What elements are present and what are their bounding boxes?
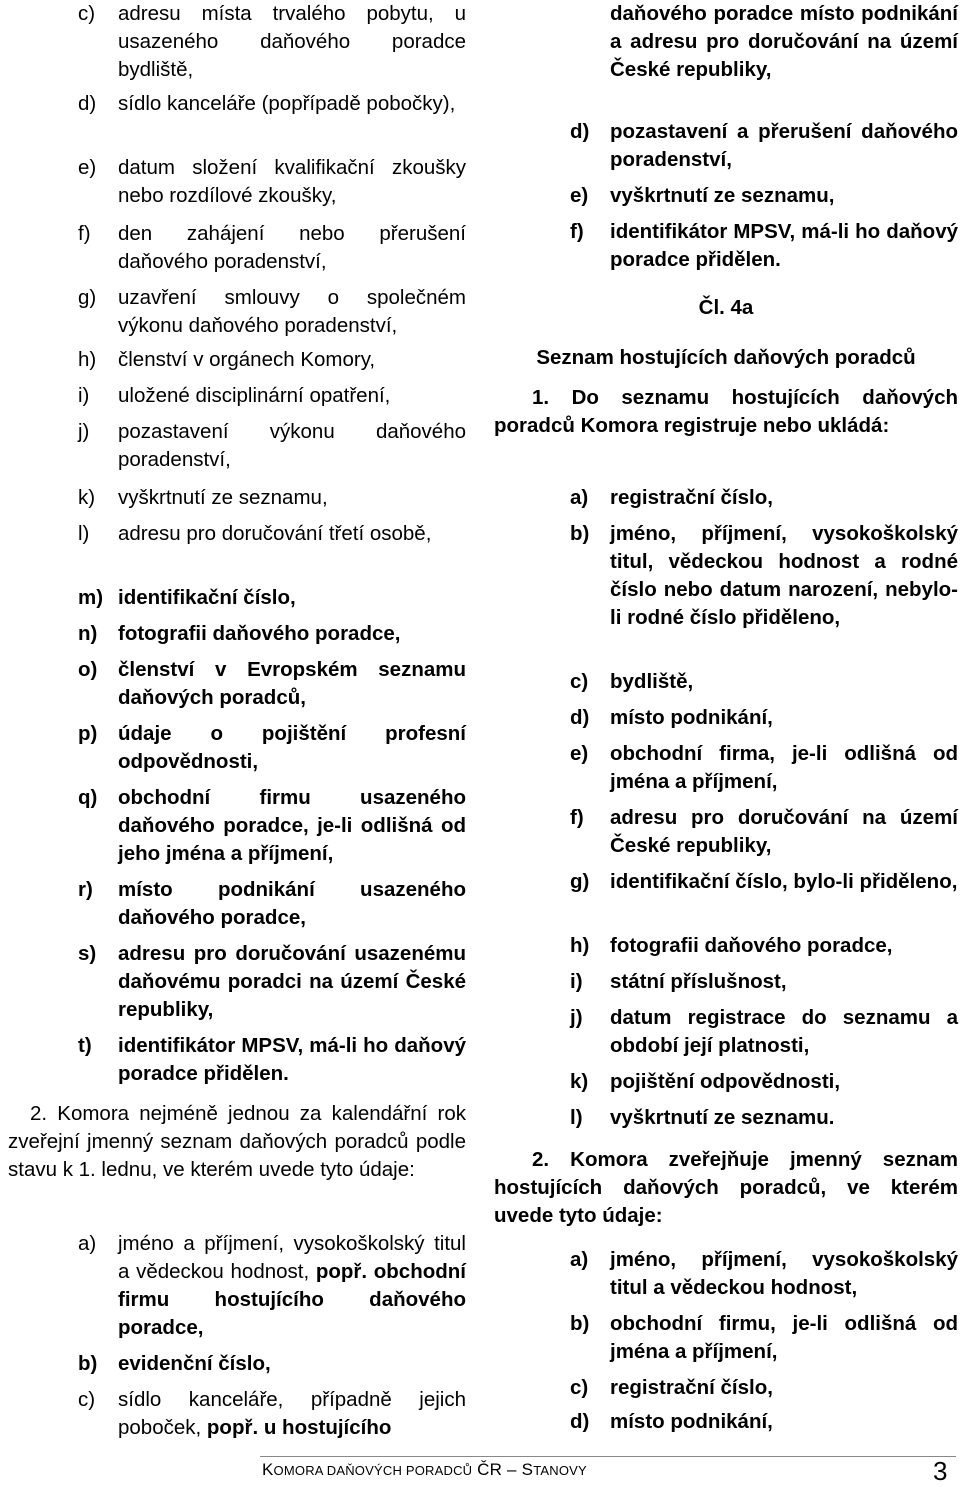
list-item: a) registrační číslo, — [570, 486, 773, 509]
list-item: d) místo podnikání, — [570, 1410, 773, 1433]
list-item: l) vyškrtnutí ze seznamu. — [570, 1106, 835, 1129]
footer-title: KOMORA DAŇOVÝCH PORADCŮ ČR – STANOVY — [262, 1460, 587, 1479]
list-item: h) členství v orgánech Komory, — [78, 348, 376, 371]
list-item: p) údaje o pojištění profesní odpovědnosti, — [78, 722, 466, 773]
page-number: 3 — [933, 1456, 948, 1486]
list-item: h) fotografii daňového poradce, — [570, 934, 893, 957]
page-footer — [0, 1456, 960, 1486]
list-item: q) obchodní firmu usazeného daňového poradce, je-li odlišná od jeho jména a příjmení, — [78, 786, 466, 865]
list-item: o) členství v Evropském seznamu daňových poradců, — [78, 658, 466, 709]
list-item: g) identifikační číslo, bylo-li přiděleno, — [570, 870, 958, 893]
list-item: e) vyškrtnutí ze seznamu, — [570, 184, 835, 207]
article-number: Čl. 4a — [698, 296, 754, 319]
list-item: c) adresu místa trvalého pobytu, u usazeného daňového poradce bydliště, — [78, 2, 466, 81]
footer-divider — [260, 1456, 956, 1457]
list-item: a) jméno, příjmení, vysokoškolský titul a vědeckou hodnost, — [570, 1248, 958, 1299]
list-item: c) bydliště, — [570, 670, 694, 693]
list-item: j) datum registrace do seznamu a období její platnosti, — [570, 1006, 958, 1057]
list-item: b) evidenční číslo, — [78, 1352, 271, 1375]
list-item: m) identifikační číslo, — [78, 586, 296, 609]
list-item: a) jméno a příjmení, vysokoškolský titul a vědeckou hodnost, popř. obchodní firmu hostujícího daňového poradce, — [78, 1232, 466, 1339]
list-item: d) pozastavení a přerušení daňového poradenství, — [570, 120, 958, 171]
list-item: b) jméno, příjmení, vysokoškolský titul, vědeckou hodnost a rodné číslo nebo datum narození, nebylo-li rodné číslo přiděleno, — [570, 522, 958, 629]
list-item: g) uzavření smlouvy o společném výkonu daňového poradenství, — [78, 286, 466, 337]
list-item: l) adresu pro doručování třetí osobě, — [78, 522, 432, 545]
list-item: n) fotografii daňového poradce, — [78, 622, 401, 645]
list-item: j) pozastavení výkonu daňového poradenství, — [78, 420, 466, 471]
list-item: r) místo podnikání usazeného daňového poradce, — [78, 878, 466, 929]
list-item: b) obchodní firmu, je-li odlišná od jména a příjmení, — [570, 1312, 958, 1363]
paragraph-2: 2. Komora zveřejňuje jmenný seznam hostujících daňových poradců, ve kterém uvede tyto údaje: — [494, 1148, 958, 1227]
continued-text: daňového poradce místo podnikání a adresu pro doručování na území České republiky, — [610, 2, 958, 81]
list-item: d) sídlo kanceláře (popřípadě pobočky), — [78, 92, 456, 115]
section-heading: Seznam hostujících daňových poradců — [536, 346, 916, 369]
list-item: e) obchodní firma, je-li odlišná od jména a příjmení, — [570, 742, 958, 793]
list-item: c) registrační číslo, — [570, 1376, 773, 1399]
list-item: i) státní příslušnost, — [570, 970, 787, 993]
list-item: k) vyškrtnutí ze seznamu, — [78, 486, 328, 509]
list-item: i) uložené disciplinární opatření, — [78, 384, 391, 407]
list-item: t) identifikátor MPSV, má-li ho daňový poradce přidělen. — [78, 1034, 466, 1085]
list-item: f) identifikátor MPSV, má-li ho daňový poradce přidělen. — [570, 220, 958, 271]
list-item: e) datum složení kvalifikační zkoušky nebo rozdílové zkoušky, — [78, 156, 466, 207]
list-item: s) adresu pro doručování usazenému daňovému poradci na území České republiky, — [78, 942, 466, 1021]
list-item: c) sídlo kanceláře, případně jejich poboček, popř. u hostujícího — [78, 1388, 466, 1439]
list-item: f) den zahájení nebo přerušení daňového poradenství, — [78, 222, 466, 273]
list-item: f) adresu pro doručování na území České republiky, — [570, 806, 958, 857]
paragraph-1: 1. Do seznamu hostujících daňových poradců Komora registruje nebo ukládá: — [494, 386, 958, 437]
list-item: k) pojištění odpovědnosti, — [570, 1070, 841, 1093]
list-item: d) místo podnikání, — [570, 706, 773, 729]
paragraph-2: 2. Komora nejméně jednou za kalendářní rok zveřejní jmenný seznam daňových poradců podle stavu k 1. lednu, ve kterém uvede tyto údaje: — [8, 1102, 466, 1181]
